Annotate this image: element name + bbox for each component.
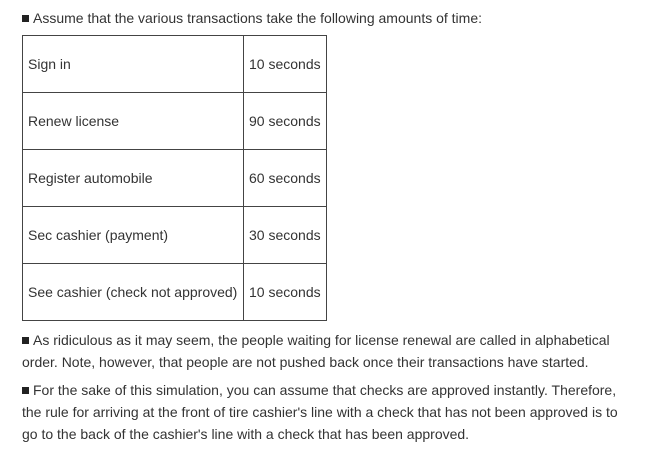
transaction-name-cell: Sign in xyxy=(23,36,244,93)
transaction-time-cell: 60 seconds xyxy=(244,150,327,207)
transaction-time-cell: 10 seconds xyxy=(244,264,327,321)
transaction-time-cell: 30 seconds xyxy=(244,207,327,264)
bullet-icon xyxy=(22,387,29,394)
intro-paragraph xyxy=(22,8,482,28)
intro-text: Assume that the various transactions take the following amounts of time: xyxy=(33,10,483,26)
transaction-name-cell: See cashier (check not approved) xyxy=(23,264,244,321)
transaction-time-table xyxy=(22,35,327,321)
bullet-icon xyxy=(22,15,29,22)
table-row xyxy=(23,207,327,264)
table-row xyxy=(23,93,327,150)
transaction-name-cell: Renew license xyxy=(23,93,244,150)
note-text: For the sake of this simulation, you can assume that checks are approved instantly. Therefore, the rule for arriving at the front of tire cashier's line with a check that has not been approved is to go to the back of the cashier's line with a check that has been approved. xyxy=(22,382,618,442)
transaction-name-cell: Register automobile xyxy=(23,150,244,207)
transaction-name-cell: Sec cashier (payment) xyxy=(23,207,244,264)
alphabetical-order-note xyxy=(22,329,632,373)
check-approval-note xyxy=(22,379,632,445)
transaction-time-cell: 10 seconds xyxy=(244,36,327,93)
transaction-time-cell: 90 seconds xyxy=(244,93,327,150)
table-row xyxy=(23,150,327,207)
bullet-icon xyxy=(22,337,29,344)
table-row xyxy=(23,264,327,321)
table-row xyxy=(23,36,327,93)
note-text: As ridiculous as it may seem, the people waiting for license renewal are called in alphabetical order. Note, however, that people are not pushed back once their transactions have started. xyxy=(22,332,610,370)
